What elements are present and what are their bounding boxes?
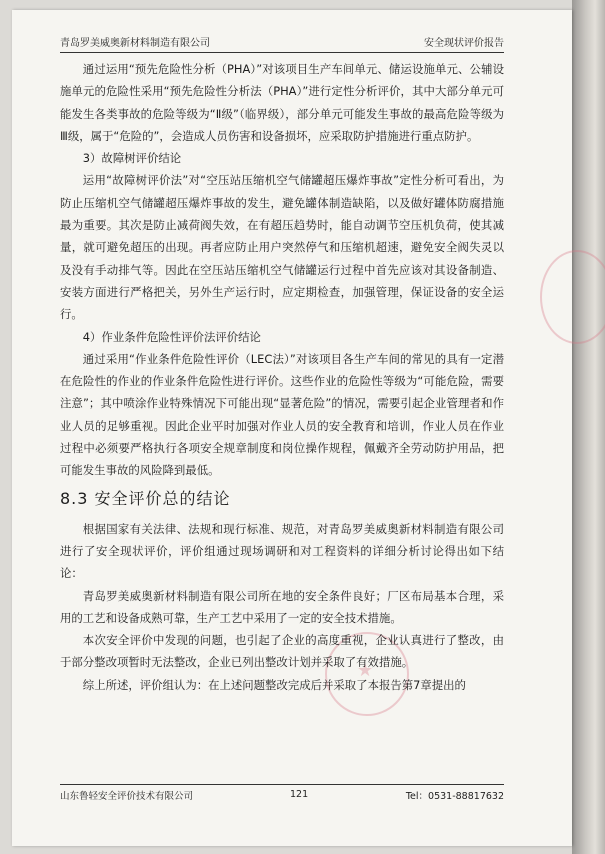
paragraph-conclusion-summary: 综上所述，评价组认为：在上述问题整改完成后并采取了本报告第7章提出的 [82, 677, 466, 692]
paragraph-fta: 运用“故障树评价法”对“空压站压缩机空气储罐超压爆炸事故”定性分析可看出，为防止压缩机空气储罐超压爆炸事故的发生，避免罐体制造缺陷，以及做好罐体防腐措施最为重要。其次是防止减荷阀失效，在有超压趋势时，能自动调节空压机负荷，使其减量，就可避免超压的出现。再者应防止用户突然停气和压缩机超速，避免安全阀失灵以及没有手动排气等。因此在空压站压缩机空气储罐运行过程中首先应该对其设备制造、安装方面进行严格把关，另外生产运行时，应定期检查，加强管理，保证设备的安全运行。 [60, 173, 504, 322]
page-body [60, 58, 504, 696]
subheading-lec: 4）作业条件危险性评价法评价结论 [82, 329, 261, 344]
section-title: 8.3 安全评价总的结论 [60, 488, 231, 508]
subheading-fta: 3）故障树评价结论 [82, 151, 182, 166]
paragraph-conclusion-site: 青岛罗美威奥新材料制造有限公司所在地的安全条件良好；厂区布局基本合理，采用的工艺和设备成熟可靠，生产工艺中采用了一定的安全技术措施。 [60, 588, 504, 625]
book-binding-edge [572, 0, 605, 854]
header-report-title: 安全现状评价报告 [424, 38, 504, 49]
header-company: 青岛罗美威奥新材料制造有限公司 [60, 38, 210, 49]
paragraph-conclusion-intro: 根据国家有关法律、法规和现行标准、规范，对青岛罗美威奥新材料制造有限公司进行了安全现状评价，评价组通过现场调研和对工程资料的详细分析讨论得出如下结论： [60, 521, 504, 581]
footer-company: 山东鲁轻安全评价技术有限公司 [60, 791, 194, 802]
paragraph-pha: 通过运用“预先危险性分析（PHA）”对该项目生产车间单元、储运设施单元、公辅设施单元的危险性采用“预先危险性分析法（PHA）”进行定性分析评价，其中大部分单元可能发生各类事故的危险等级为“Ⅱ级”（临界级），部分单元可能发生事故的最高危险等级为Ⅲ级，属于“危险的”，会造成人员伤害和设备损坏，应采取防护措施进行重点防护。 [60, 62, 504, 143]
paragraph-conclusion-issues: 本次安全评价中发现的问题，也引起了企业的高度重视，企业认真进行了整改，由于部分整改项暂时无法整改，企业已列出整改计划并采取了有效措施。 [60, 633, 504, 670]
page-number: 121 [290, 789, 309, 800]
footer-tel: Tel：0531-88817632 [405, 791, 504, 802]
page-header [60, 34, 504, 53]
page-footer [60, 784, 504, 802]
paragraph-lec: 通过采用“作业条件危险性评价（LEC法）”对该项目各生产车间的常见的具有一定潜在危险性的作业的作业条件危险性进行评价。这些作业的危险性等级为“可能危险，需要注意”；其中喷涂作业特殊情况下可能出现“显著危险”的情况，需要引起企业管理者和作业人员的足够重视。因此企业平时加强对作业人员的安全教育和培训，作业人员在作业过程中必须要严格执行各项安全规章制度和岗位操作规程，佩戴齐全劳动防护用品，把可能发生事故的风险降到最低。 [60, 351, 504, 478]
side-seal-stamp [540, 250, 605, 344]
